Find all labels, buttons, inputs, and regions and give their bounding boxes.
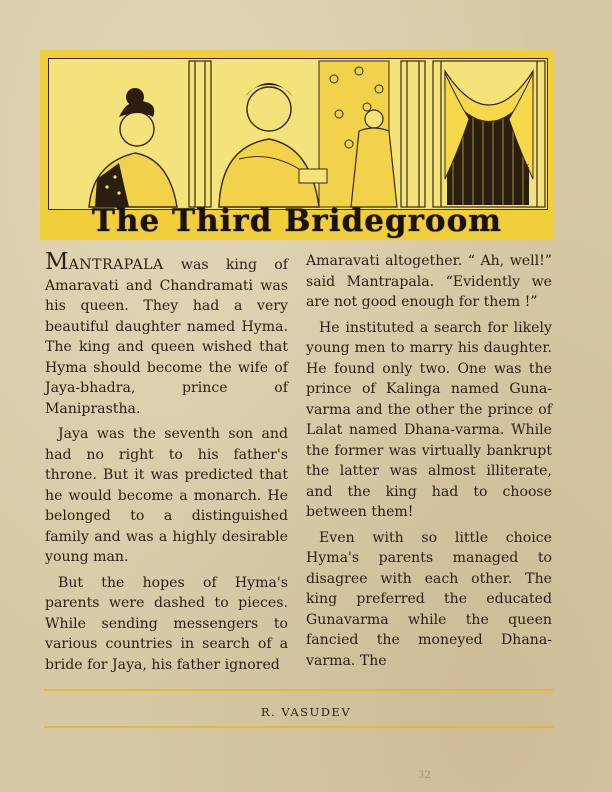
story-illustration bbox=[48, 58, 548, 210]
right-column bbox=[306, 251, 552, 676]
divider-top bbox=[44, 689, 554, 691]
drop-cap: M bbox=[45, 249, 69, 275]
story-title: The Third Bridegroom bbox=[91, 203, 503, 239]
divider-bottom bbox=[44, 726, 554, 728]
paragraph: Even with so little choice Hyma's parents managed to disagree with each other. The king preferred the educated Gunavarma while the queen fancied the moneyed Dhana-varma. The bbox=[306, 529, 552, 669]
illustration-signature: VAPA bbox=[524, 163, 531, 179]
paragraph: Jaya was the seventh son and had no right to his father's throne. But it was predicted that he would become a monarch. He belonged to a distinguished family and was a highly desirable young man. bbox=[45, 426, 288, 565]
left-column bbox=[45, 251, 288, 680]
paragraph bbox=[45, 251, 288, 419]
opening-name: ANTRAPALA bbox=[68, 257, 164, 273]
author-byline: R. VASUDEV bbox=[260, 705, 352, 719]
illustration-art bbox=[49, 59, 547, 209]
story-banner bbox=[40, 50, 554, 240]
paragraph: Amaravati altogether. “ Ah, well!” said Mantrapala. “Evidently we are not good enough for them !” bbox=[306, 253, 552, 310]
paragraph: He instituted a search for likely young men to marry his daughter. He found only two. One was the prince of Kalinga named Guna-varma and the other the prince of Lalat named Dhana-varma. While the former was virtually bankrupt the latter was almost illiterate, and the king had to choose between them! bbox=[306, 319, 552, 520]
paragraph: But the hopes of Hyma's parents were dashed to pieces. While sending messengers to various countries in search of a bride for Jaya, his father ignored bbox=[45, 574, 288, 673]
page-number: 32 bbox=[418, 770, 431, 781]
paragraph-text: was king of Amaravati and Chandramati was his queen. They had a very beautiful daughter named Hyma. The king and queen wished that Hyma should become the wife of Jaya-bhadra, prince of Maniprastha. bbox=[45, 257, 288, 417]
